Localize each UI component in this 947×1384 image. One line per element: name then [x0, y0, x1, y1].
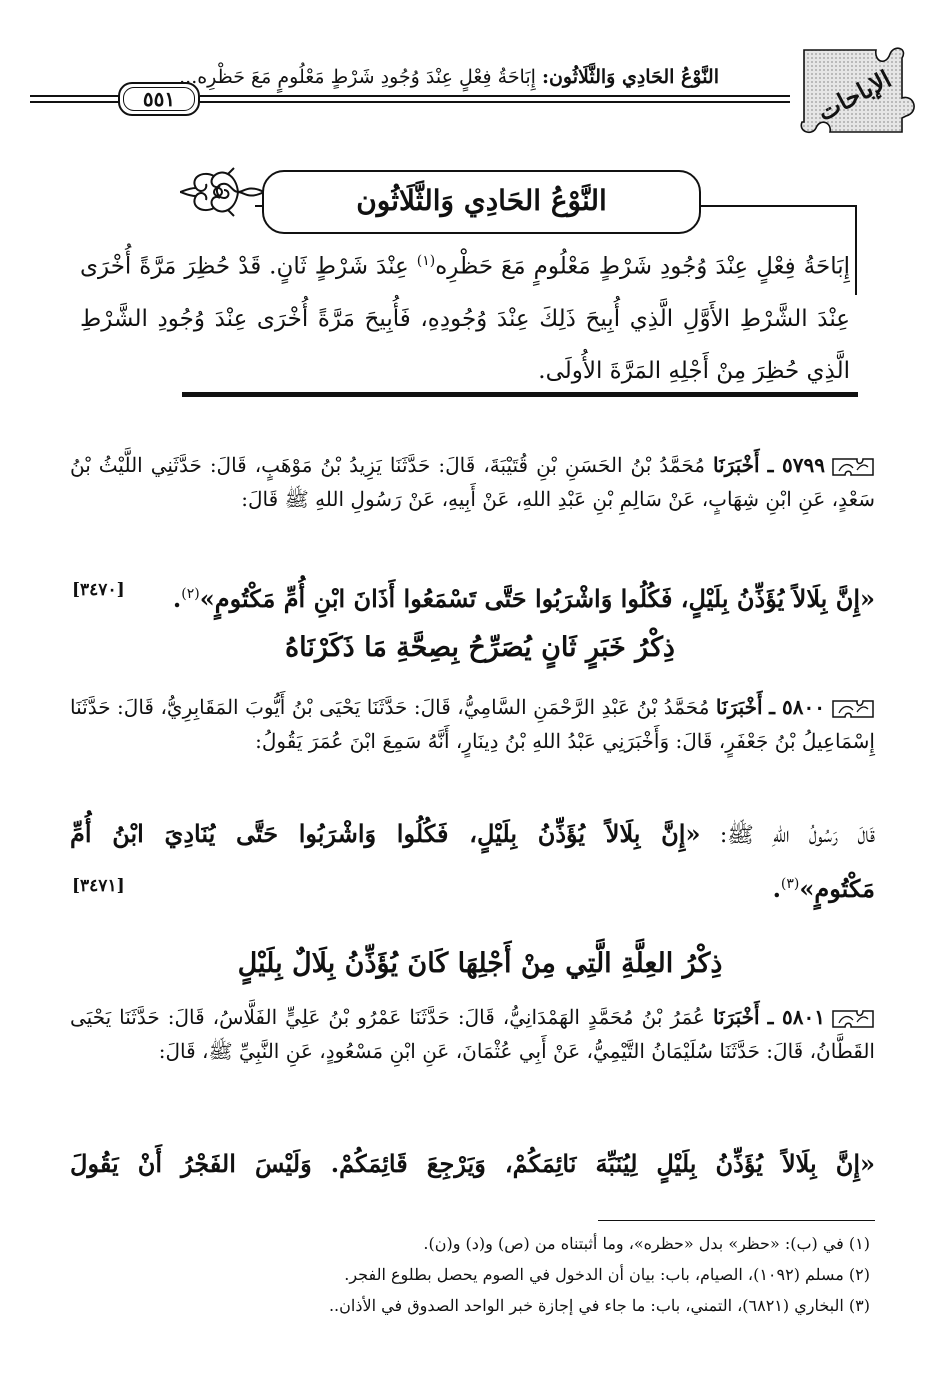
- hadith-matn-text: «إِنَّ بِلَالاً يُؤَذِّنُ بِلَيْلٍ، فَكُلُوا وَاشْرَبُوا حَتَّى يُنَادِيَ ابْنُ أُمِّ: [70, 819, 701, 848]
- chapter-description-text: إِبَاحَةُ فِعْلٍ عِنْدَ وُجُودِ شَرْطٍ مَعْلُومٍ مَعَ حَظْرِه: [435, 253, 850, 280]
- footnote: (٣) البخاري (٦٨٢١)، التمني، باب: ما جاء في إجازة خبر الواحد الصدوق في الأذان..: [328, 1296, 870, 1315]
- hadith-reference: [٣٤٧٠]: [72, 580, 125, 600]
- hadith-matn-5799: «إِنَّ بِلَالاً يُؤَذِّنُ بِلَيْلٍ، فَكُلُوا وَاشْرَبُوا حَتَّى تَسْمَعُوا أَذَانَ ابْنِ أُمِّ مَكْتُومٍ»$^{(٢)}$.: [172, 584, 875, 613]
- ornament-icon: [178, 162, 266, 222]
- hadith-matn-text: «إِنَّ بِلَالاً يُؤَذِّنُ بِلَيْلٍ، فَكُلُوا وَاشْرَبُوا حَتَّى تَسْمَعُوا أَذَانَ ابْنِ أُمِّ مَكْتُومٍ»: [199, 584, 875, 613]
- chapter-description-text: عِنْدَ شَرْطٍ ثَانٍ. قَدْ حُظِرَ مَرَّةً أُخْرَى عِنْدَ الشَّرْطِ الأَوَّلِ الَّذِي أُبِيحَ ذَلِكَ عِنْدَ وُجُودِهِ، فَأُبِيحَ مَرَّةً أُخْرَى عِنْدَ وُجُودِ الشَّرْطِ الَّذِي حُظِرَ مِنْ أَجْلِهِ المَرَّةَ الأُولَى.: [80, 253, 850, 384]
- hadith-marker-icon: [831, 697, 875, 721]
- hadith-lead: أَخْبَرَنَا: [715, 695, 763, 719]
- hadith-number: ٥٧٩٩ ـ: [767, 453, 825, 477]
- hadith-isnad-text: عُمَرُ بْنُ مُحَمَّدٍ الهَمْدَانِيُّ، قَالَ: حَدَّثَنَا عَمْرُو بْنُ عَلِيٍّ الفَلَّاسُ، قَالَ: حَدَّثَنَا يَحْيَى القَطَّانُ، قَالَ: حَدَّثَنَا سُلَيْمَانُ التَّيْمِيُّ، عَنْ أَبِي عُثْمَانَ، عَنِ ابْنِ مَسْعُودٍ، عَنِ النَّبِيِّ ﷺ، قَالَ:: [70, 1005, 875, 1063]
- hadith-matn-5800-end: مَكْتُومٍ»$^{(٣)}$.: [772, 874, 875, 903]
- header-rule: [30, 95, 120, 97]
- section-heading: ذِكْرُ خَبَرٍ ثَانٍ يُصَرِّحُ بِصِحَّةِ مَا ذَكَرْنَاهُ: [285, 632, 675, 663]
- footnote-marker: (٣): [780, 876, 800, 892]
- hadith-matn-5801: «إِنَّ بِلَالاً يُؤَذِّنُ بِلَيْلٍ لِيُنَبِّهَ نَائِمَكُمْ، وَيَرْجِعَ قَائِمَكُمْ. وَلَيْسَ الفَجْرُ أَنْ يَقُولَ: [70, 1149, 875, 1178]
- footnote-marker: (٢): [181, 586, 200, 602]
- chapter-badge-icon: [790, 40, 925, 140]
- hadith-isnad-text: مُحَمَّدُ بْنُ عَبْدِ الرَّحْمَنِ السَّامِيُّ، قَالَ: حَدَّثَنَا يَحْيَى بْنُ أَيُّوبَ المَقَابِرِيُّ، قَالَ: حَدَّثَنَا إِسْمَاعِيلُ بْنُ جَعْفَرٍ، قَالَ: وَأَخْبَرَنِي عَبْدُ اللهِ بْنُ دِينَارٍ، أَنَّهُ سَمِعَ ابْنَ عُمَرَ يَقُولُ:: [70, 695, 875, 753]
- header-rule: [200, 101, 790, 103]
- hadith-isnad-text: مُحَمَّدُ بْنُ الحَسَنِ بْنِ قُتَيْبَةَ، قَالَ: حَدَّثَنَا يَزِيدُ بْنُ مَوْهَبٍ، قَالَ: حَدَّثَنِي اللَّيْثُ بْنُ سَعْدٍ، عَنِ ابْنِ شِهَابٍ، عَنْ سَالِمِ بْنِ عَبْدِ اللهِ، عَنْ أَبِيهِ، عَنْ رَسُولِ اللهِ ﷺ قَالَ:: [70, 453, 875, 511]
- hadith-isnad-5799: [70, 448, 875, 516]
- section-heading: ذِكْرُ العِلَّةِ الَّتِي مِنْ أَجْلِهَا كَانَ يُؤَذِّنُ بِلَالٌ بِلَيْلٍ: [237, 948, 723, 979]
- footnote-marker: (١): [416, 253, 436, 269]
- hadith-matn-text: مَكْتُومٍ»: [799, 874, 875, 903]
- hadith-marker-icon: [831, 455, 875, 479]
- hadith-matn-intro: قَالَ رَسُولُ اللهِ ﷺ:: [700, 823, 876, 848]
- page-number-text: ٥٥١: [142, 87, 176, 111]
- running-header-bold: النَّوْعُ الحَادِي وَالثَّلَاثُون:: [541, 66, 719, 88]
- chapter-description: [80, 235, 850, 397]
- hadith-isnad-5801: [70, 1000, 875, 1068]
- section-divider: [182, 392, 858, 397]
- hadith-marker-icon: [831, 1007, 875, 1031]
- hadith-number: ٥٨٠١ ـ: [767, 1005, 826, 1029]
- chapter-badge-label: الإباحات: [812, 64, 896, 127]
- header-rule: [200, 95, 790, 97]
- hadith-matn-5800: [70, 812, 875, 858]
- hadith-reference: [٣٤٧١]: [72, 876, 125, 896]
- footnote: (١) في (ب): «حظر» بدل «حظره»، وما أثبتناه من (ص) و(د) و(ن).: [423, 1234, 870, 1253]
- hadith-lead: أَخْبَرَنَا: [712, 453, 760, 477]
- chapter-title: النَّوْعُ الحَادِي وَالثَّلَاثُون: [262, 170, 701, 234]
- running-header: [179, 66, 719, 88]
- hadith-isnad-5800: [70, 690, 875, 758]
- footnote-separator: [598, 1220, 875, 1221]
- hadith-number: ٥٨٠٠ ـ: [769, 695, 826, 719]
- running-header-text: إِبَاحَةُ فِعْلٍ عِنْدَ وُجُودِ شَرْطٍ مَعْلُومٍ مَعَ حَظْرِه...: [179, 66, 542, 88]
- hadith-lead: أَخْبَرَنَا: [712, 1005, 760, 1029]
- header-rule: [30, 101, 120, 103]
- footnote: (٢) مسلم (١٠٩٢)، الصيام، باب: بيان أن الدخول في الصوم يحصل بطلوع الفجر.: [344, 1265, 870, 1284]
